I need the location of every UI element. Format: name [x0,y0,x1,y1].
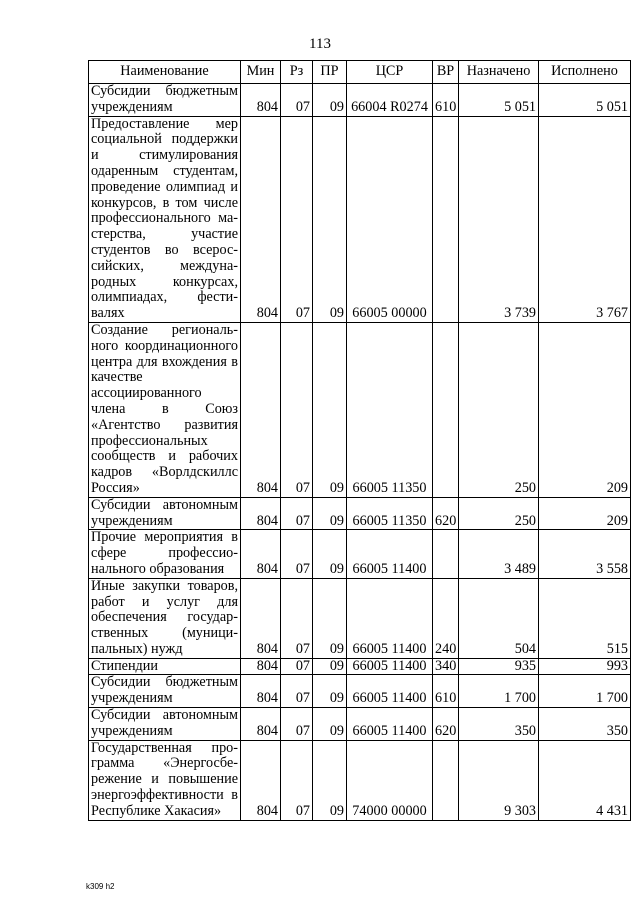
row-assigned: 9 303 [459,740,539,820]
row-vr: 610 [433,675,459,708]
row-csr: 66005 11400 [347,675,433,708]
row-csr: 66005 11350 [347,322,433,497]
row-min: 804 [241,658,281,675]
table-row [89,708,631,741]
row-min: 804 [241,116,281,322]
table-row [89,530,631,578]
row-csr: 66005 11400 [347,658,433,675]
row-executed: 350 [539,708,631,741]
row-executed: 209 [539,322,631,497]
row-pr: 09 [313,530,347,578]
row-pr: 09 [313,578,347,658]
row-name: Государственная программа «Энергосбережение и повышение энергоэффективности в Республике Хакасия» [89,740,241,820]
row-assigned: 3 739 [459,116,539,322]
row-name: Иные закупки товаров, работ и услуг для обеспечения государственных (муниципальных) нужд [89,578,241,658]
header-name: Наименование [89,61,241,84]
row-name: Прочие мероприятия в сфере профессионального образования [89,530,241,578]
table-row [89,658,631,675]
header-rz: Рз [281,61,313,84]
row-executed: 3 558 [539,530,631,578]
row-csr: 66005 11400 [347,708,433,741]
footer-code: k309 h2 [86,882,115,891]
row-csr: 66005 11350 [347,497,433,530]
table-row [89,578,631,658]
row-rz: 07 [281,322,313,497]
table-row [89,116,631,322]
row-min: 804 [241,675,281,708]
header-vr: ВР [433,61,459,84]
row-rz: 07 [281,658,313,675]
table-row [89,740,631,820]
row-executed: 5 051 [539,84,631,117]
row-pr: 09 [313,740,347,820]
row-min: 804 [241,578,281,658]
row-assigned: 250 [459,497,539,530]
header-csr: ЦСР [347,61,433,84]
row-pr: 09 [313,675,347,708]
row-min: 804 [241,708,281,741]
row-rz: 07 [281,116,313,322]
table-header-row [89,61,631,84]
row-vr: 240 [433,578,459,658]
row-pr: 09 [313,84,347,117]
row-pr: 09 [313,658,347,675]
row-pr: 09 [313,708,347,741]
row-csr: 66005 00000 [347,116,433,322]
table-row [89,84,631,117]
row-name: Субсидии автономным учреждениям [89,497,241,530]
row-vr [433,740,459,820]
row-min: 804 [241,530,281,578]
row-rz: 07 [281,84,313,117]
row-executed: 1 700 [539,675,631,708]
row-rz: 07 [281,675,313,708]
row-min: 804 [241,84,281,117]
row-assigned: 935 [459,658,539,675]
row-assigned: 3 489 [459,530,539,578]
row-rz: 07 [281,740,313,820]
row-vr [433,322,459,497]
budget-table [88,60,631,821]
row-pr: 09 [313,322,347,497]
row-executed: 3 767 [539,116,631,322]
row-pr: 09 [313,116,347,322]
row-name: Субсидии бюджетным учреждениям [89,675,241,708]
row-name: Субсидии автономным учреждениям [89,708,241,741]
row-min: 804 [241,322,281,497]
row-csr: 66005 11400 [347,578,433,658]
row-vr: 620 [433,497,459,530]
header-executed: Исполнено [539,61,631,84]
row-executed: 209 [539,497,631,530]
row-csr: 66005 11400 [347,530,433,578]
row-assigned: 1 700 [459,675,539,708]
row-vr: 610 [433,84,459,117]
row-csr: 74000 00000 [347,740,433,820]
row-executed: 515 [539,578,631,658]
table-row [89,675,631,708]
table-row [89,497,631,530]
row-executed: 993 [539,658,631,675]
row-vr: 620 [433,708,459,741]
row-assigned: 5 051 [459,84,539,117]
header-pr: ПР [313,61,347,84]
row-vr [433,116,459,322]
row-rz: 07 [281,530,313,578]
row-vr: 340 [433,658,459,675]
row-pr: 09 [313,497,347,530]
row-min: 804 [241,740,281,820]
row-csr: 66004 R0274 [347,84,433,117]
row-min: 804 [241,497,281,530]
row-executed: 4 431 [539,740,631,820]
page-number: 113 [309,36,331,52]
row-vr [433,530,459,578]
row-rz: 07 [281,497,313,530]
row-name: Предоставление мер социальной поддержки и стимулирования одаренным студентам, проведение олимпиад и конкурсов, в том числе профессионального мастерства, участие студентов во всероссийских, международных конкурсах, олимпиадах, фестивалях [89,116,241,322]
row-name: Субсидии бюджетным учреждениям [89,84,241,117]
row-assigned: 250 [459,322,539,497]
row-assigned: 504 [459,578,539,658]
row-rz: 07 [281,708,313,741]
row-assigned: 350 [459,708,539,741]
header-min: Мин [241,61,281,84]
row-name: Стипендии [89,658,241,675]
table-row [89,322,631,497]
row-rz: 07 [281,578,313,658]
row-name: Создание регионального координационного центра для вхождения в качестве ассоциированного члена в Союз «Агентство развития профессиональных сообществ и рабочих кадров «Ворлдскиллс Россия» [89,322,241,497]
header-assigned: Назначено [459,61,539,84]
